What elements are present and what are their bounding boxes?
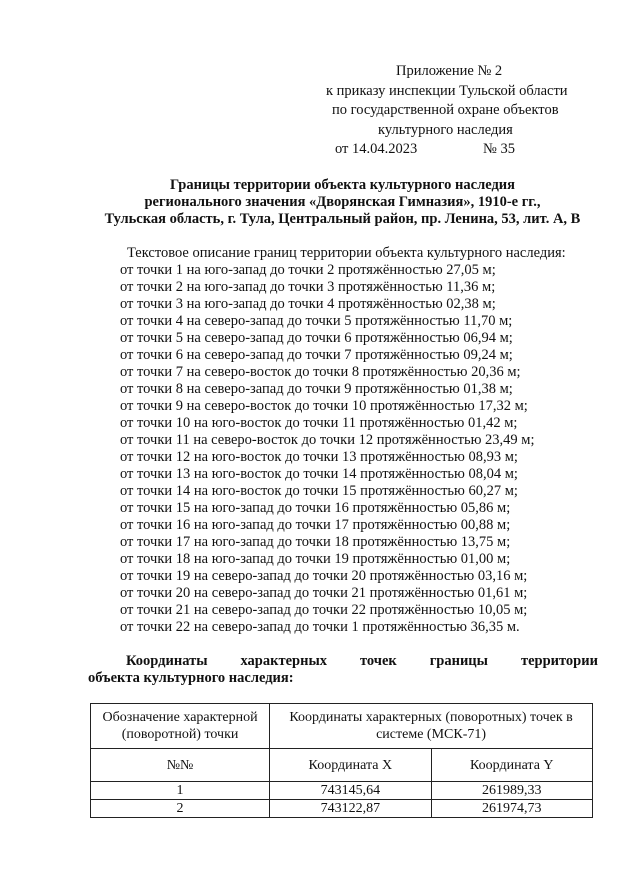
point-x: 743145,64: [270, 782, 431, 800]
boundary-segment: от точки 8 на северо-запад до точки 9 протяжённостью 01,38 м;: [120, 381, 513, 397]
coordinates-heading-line-2: объекта культурного наследия:: [88, 670, 294, 686]
boundary-segment: от точки 12 на юго-восток до точки 13 протяжённостью 08,93 м;: [120, 449, 518, 465]
boundary-segment: от точки 3 на юго-запад до точки 4 протяжённостью 02,38 м;: [120, 296, 496, 312]
boundary-segment: от точки 1 на юго-запад до точки 2 протяжённостью 27,05 м;: [120, 262, 496, 278]
table-row: [91, 782, 593, 800]
boundary-segment: от точки 9 на северо-восток до точки 10 протяжённостью 17,32 м;: [120, 398, 528, 414]
title-line-2: регионального значения «Дворянская Гимназия», 1910-е гг.,: [144, 194, 541, 210]
boundary-segment: от точки 21 на северо-запад до точки 22 протяжённостью 10,05 м;: [120, 602, 528, 618]
header-point-designation: Обозначение характерной (поворотной) точки: [91, 704, 270, 749]
header-coordinates-system: Координаты характерных (поворотных) точек в системе (МСК-71): [270, 704, 593, 749]
boundary-segment: от точки 13 на юго-восток до точки 14 протяжённостью 08,04 м;: [120, 466, 518, 482]
point-y: 261989,33: [431, 782, 592, 800]
heading-word: границы: [429, 653, 488, 669]
table-row: [91, 800, 593, 818]
boundary-description: [120, 245, 620, 636]
boundary-segment: от точки 5 на северо-запад до точки 6 протяжённостью 06,94 м;: [120, 330, 513, 346]
boundary-segment: от точки 10 на юго-восток до точки 11 протяжённостью 01,42 м;: [120, 415, 518, 431]
boundary-segment: от точки 18 на юго-запад до точки 19 протяжённостью 01,00 м;: [120, 551, 511, 567]
point-number: 1: [91, 782, 270, 800]
boundary-segment: от точки 16 на юго-запад до точки 17 протяжённостью 00,88 м;: [120, 517, 511, 533]
boundary-segment: от точки 19 на северо-запад до точки 20 протяжённостью 03,16 м;: [120, 568, 528, 584]
coordinates-table: [90, 703, 593, 818]
point-x: 743122,87: [270, 800, 431, 818]
appendix-number: Приложение № 2: [396, 63, 503, 79]
point-number: 2: [91, 800, 270, 818]
boundary-segment: от точки 15 на юго-запад до точки 16 протяжённостью 05,86 м;: [120, 500, 511, 516]
appendix-date-line: [300, 140, 620, 160]
header-number: №№: [91, 749, 270, 782]
appendix-authority-line: по государственной охране объектов: [332, 102, 559, 118]
boundary-segment: от точки 11 на северо-восток до точки 12 протяжённостью 23,49 м;: [120, 432, 535, 448]
heading-word: Координаты: [126, 653, 208, 669]
appendix-order-number: № 35: [483, 141, 515, 157]
appendix-header: [300, 62, 620, 160]
boundary-segment: от точки 4 на северо-запад до точки 5 протяжённостью 11,70 м;: [120, 313, 513, 329]
table-subheader-row: [91, 749, 593, 782]
heading-word: характерных: [240, 653, 328, 669]
coordinates-heading: [88, 653, 598, 687]
table-header-row: [91, 704, 593, 749]
boundary-segment: от точки 14 на юго-восток до точки 15 протяжённостью 60,27 м;: [120, 483, 518, 499]
boundary-segment: от точки 22 на северо-запад до точки 1 протяжённостью 36,35 м.: [120, 619, 520, 635]
document-title: [70, 177, 615, 228]
header-coordinate-x: Координата X: [270, 749, 431, 782]
description-intro: Текстовое описание границ территории объекта культурного наследия:: [127, 245, 566, 261]
boundary-segment: от точки 6 на северо-запад до точки 7 протяжённостью 09,24 м;: [120, 347, 513, 363]
appendix-order-line: к приказу инспекции Тульской области: [326, 82, 568, 99]
title-line-1: Границы территории объекта культурного наследия: [169, 177, 515, 193]
header-coordinate-y: Координата Y: [431, 749, 592, 782]
appendix-heritage-line: культурного наследия: [378, 121, 513, 138]
boundary-segment: от точки 7 на северо-восток до точки 8 протяжённостью 20,36 м;: [120, 364, 521, 380]
point-y: 261974,73: [431, 800, 592, 818]
appendix-date: от 14.04.2023: [335, 141, 418, 157]
heading-word: территории: [520, 653, 598, 669]
title-line-3: Тульская область, г. Тула, Центральный район, пр. Ленина, 53, лит. А, В: [104, 211, 581, 227]
heading-word: точек: [359, 653, 397, 669]
boundary-segment: от точки 20 на северо-запад до точки 21 протяжённостью 01,61 м;: [120, 585, 528, 601]
boundary-segment: от точки 2 на юго-запад до точки 3 протяжённостью 11,36 м;: [120, 279, 496, 295]
coordinates-heading-line-1: [88, 653, 598, 670]
boundary-segment: от точки 17 на юго-запад до точки 18 протяжённостью 13,75 м;: [120, 534, 511, 550]
